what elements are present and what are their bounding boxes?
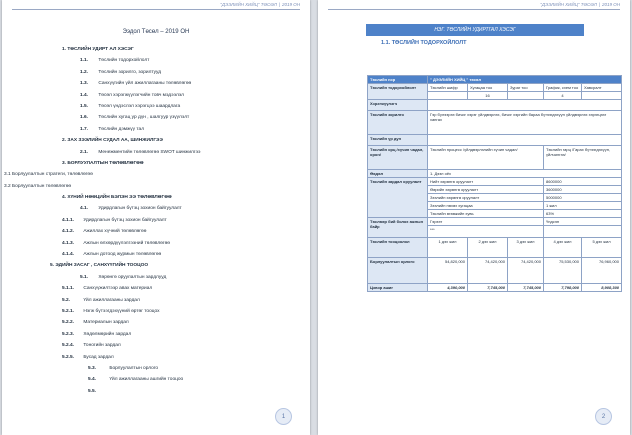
document-page-1 [2, 0, 310, 435]
toc-entry-number: 1.6. [80, 115, 89, 121]
scope-value: Төслийн процесс /үйлдвэрлэлийн хүчин чадал/ [428, 146, 544, 170]
page-header: "ДЭЭЛИЙН ХИЙЦ" ТӨСӨЛ | 2019 ОН [220, 2, 300, 7]
toc-entry[interactable] [2, 55, 310, 66]
investment-value: 1 жил [544, 202, 622, 210]
toc-entry-text: Хөдөлмөрийн зардал [83, 331, 132, 337]
table-row [368, 238, 622, 258]
toc-entry-text: ТӨСЛИЙН УДИРТ АЛ ХЭСЭГ [67, 47, 134, 52]
investment-value: 3600000 [544, 186, 622, 194]
toc-entry-text: Удирдлагын бүтэц зохион байгуулалт [98, 206, 182, 212]
toc-entry-number: 1. [62, 47, 67, 52]
revenue-cell: 74,420,000 [468, 258, 508, 284]
id-header: Төслийн шифр [428, 84, 468, 92]
toc-entry[interactable] [2, 181, 310, 192]
toc-entry-text: Ажлын өлхөрдүүлэлгээний төлөвлөгөө [83, 240, 170, 246]
id-value: 16 [468, 92, 508, 100]
header-left: "ДЭЭЛИЙН ХИЙЦ" ТӨСӨЛ [540, 2, 597, 7]
toc-entry[interactable] [2, 283, 310, 294]
toc-entry[interactable] [2, 374, 310, 385]
investment-value: 8600000 [544, 178, 622, 186]
toc-entry-number: 5.2.4. [62, 343, 75, 349]
toc-entry[interactable] [2, 147, 310, 158]
table-row [368, 135, 622, 146]
toc-entry-text: Ажиллах хүчний төлөвлөгөө [83, 229, 147, 235]
toc-entry-number: 1.4. [80, 92, 89, 98]
revenue-cell: 74,420,000 [508, 258, 544, 284]
toc-entry[interactable] [2, 226, 310, 237]
toc-entry[interactable] [2, 249, 310, 260]
project-name-label: Төслийн нэр [368, 76, 428, 84]
toc-entry-number: 5.2. [62, 297, 71, 303]
calc-label: Төслийн тооцоолол [368, 238, 428, 258]
header-rule [12, 9, 300, 10]
investment-value: 63% [544, 210, 622, 218]
toc-entry-text: Төслийн тодорхойлолт [98, 58, 150, 64]
toc-entry[interactable] [2, 78, 310, 89]
toc-entry-number: 5.2.5. [62, 354, 75, 360]
toc-entry-text: Тоногийн зардал [83, 343, 121, 349]
table-row [368, 111, 622, 135]
table-row [368, 76, 622, 84]
toc-entry-number: 2.1. [80, 149, 89, 155]
id-value: 4 [544, 92, 582, 100]
profit-label: Цэвэр ашиг [368, 284, 428, 292]
id-header: Хугацаа тоо [468, 84, 508, 92]
investment-name: Өөрийн хөрөнгө оруулалт [428, 186, 544, 194]
document-title: Ээдол Төсөл – 2019 ОН [122, 29, 190, 35]
toc-entry-number: 1.2. [80, 69, 89, 75]
toc-entry[interactable] [2, 101, 310, 112]
toc-entry[interactable] [2, 238, 310, 249]
jobs-type: Үндсэн [544, 218, 622, 226]
toc-entry-text: 3.2 Борлуулалтын төлөвлөгөө [4, 183, 72, 189]
toc-entry-text: Хөрөнгө оруулалтын зардлууд [98, 274, 167, 280]
toc-entry-number: 4.1. [80, 206, 89, 212]
section-title: 1.1. ТӨСЛИЙН ТОДОРХОЙЛОЛТ [381, 40, 467, 46]
header-right: 2019 ОН [281, 2, 300, 7]
id-header: График, схем тоо [544, 84, 582, 92]
page-number-badge: 1 [275, 408, 292, 425]
year-header: 3 дэх жил [508, 238, 544, 258]
toc-entry-text: Санхүүгийн үйл ажиллагааны төлөвлөгөө [98, 81, 192, 87]
toc-entry-text: Менежментийн төлөвлөгөө SWOT шинжилгээ [98, 149, 201, 155]
toc-entry-number: 5.5. [88, 388, 97, 394]
table-row [368, 170, 622, 178]
toc-entry-number: 4.1.4. [62, 252, 75, 258]
toc-entry-number: 5.4. [88, 377, 97, 383]
toc-entry-text: Төслийн хугац ур дүн , шалгуур үзүүлэлт [98, 115, 190, 121]
revenue-cell: 54,820,000 [428, 258, 468, 284]
toc-entry-number: 1.5. [80, 103, 89, 109]
position-value: 1. Дээл оёх [428, 170, 622, 178]
profit-cell: 7,745,000 [508, 284, 544, 292]
jobs-value: *** [428, 226, 544, 238]
investment-name: Нийт хөрөнгө оруулалт [428, 178, 544, 186]
toc-entry-number: 1.1. [80, 58, 89, 64]
toc-entry-text: 3.1 Борлуулалтын стратеги, төлөвлөгөө [4, 172, 93, 178]
toc-entry-text: Нэгж бүтээгдэхүүний өртөг тооцох [83, 308, 160, 314]
year-header: 5 дэх жил [582, 238, 622, 258]
toc-entry-text: Төслийн зорилго, зорилтууд [98, 69, 162, 75]
toc-entry-text: Удирдлагын бүтэц зохион байгуулалт [83, 217, 167, 223]
toc-entry-text: Ажлын дотоод журмын төлөвлөгөө [83, 252, 162, 258]
toc-entry[interactable] [2, 386, 310, 397]
toc-entry-text: ЗАХ ЗЭЭЛИЙН СУДАЛ АА, ШИНЖИЛГЭЭ [67, 138, 163, 144]
year-header: 1 дэх жил [428, 238, 468, 258]
id-value [508, 92, 544, 100]
project-info-table [367, 75, 622, 292]
project-name-value: " ДЭЭЛИЙН ХИЙЦ " төсөл [428, 76, 622, 84]
toc-entry[interactable] [2, 124, 310, 135]
toc-entry-number: 4. [62, 195, 67, 201]
table-row [368, 100, 622, 111]
jobs-label: Төслөөр бий болох ажлын байр [368, 218, 428, 238]
investment-name: Төслийн өгөөжийн хувь [428, 210, 544, 218]
table-of-contents [2, 44, 310, 397]
scope-label: Төслийн орц /хүчин чадал, орон/ [368, 146, 428, 170]
toc-entry-number: 2. [62, 138, 67, 144]
investment-name: Зээлийн нөхөх хугацаа [428, 202, 544, 210]
toc-entry-number: 1.7. [80, 126, 89, 132]
profit-cell: 7,798,000 [544, 284, 582, 292]
toc-entry[interactable] [2, 329, 310, 340]
toc-entry-number: 1.3. [80, 81, 89, 87]
investment-label: Төслийн зардал оруулалт [368, 178, 428, 218]
revenue-label: Борлуулалтын орлого [368, 258, 428, 284]
toc-entry-number: 5.3. [88, 365, 97, 371]
year-header: 4 дэх жил [544, 238, 582, 258]
table-row [368, 178, 622, 186]
toc-entry[interactable] [2, 203, 310, 214]
toc-entry-text: ЭДИЙН ЗАСАГ , САНХҮҮГИЙН ТООЦОО [55, 263, 149, 269]
goal-label: Төслийн зорилго [368, 111, 428, 135]
toc-entry[interactable] [2, 158, 310, 169]
toc-entry-text: Төсөл хэрэгжүүлэгчийн товч мэдээлэл [98, 92, 184, 98]
profit-cell: 4,390,000 [428, 284, 468, 292]
profit-cell: 7,745,000 [468, 284, 508, 292]
table-row [368, 284, 622, 292]
toc-entry[interactable] [2, 135, 310, 146]
id-header: Хавсралт [582, 84, 622, 92]
header-right: 2019 ОН [601, 2, 620, 7]
implementer-label: Хэрэгжүүлэгч [368, 100, 428, 111]
header-rule [328, 9, 620, 10]
position-label: Өөдөл [368, 170, 428, 178]
toc-entry[interactable] [2, 363, 310, 374]
id-value [582, 92, 622, 100]
toc-entry[interactable] [2, 215, 310, 226]
toc-entry[interactable] [2, 317, 310, 328]
scope-output: Төслийн гарц /Гарах бүтээгдэхүүн, үйлчилгээ/ [544, 146, 622, 170]
toc-entry-text: БОРЛУУЛАЛТЫН ТӨЛӨВЛӨГӨӨ [67, 160, 144, 166]
toc-entry[interactable] [2, 112, 310, 123]
header-left: "ДЭЭЛИЙН ХИЙЦ" ТӨСӨЛ [220, 2, 277, 7]
toc-entry-text: Санхүүжилтээр авах материал [83, 286, 153, 292]
investment-value: 5000000 [544, 194, 622, 202]
toc-entry[interactable] [2, 272, 310, 283]
toc-entry-text: ХҮНИЙ НӨӨЦИЙН БЭЛЭН ЭЭ ТӨЛӨВЛӨГӨӨ [67, 195, 172, 201]
toc-entry-number: 5.2.3. [62, 331, 75, 337]
id-value [428, 92, 468, 100]
year-header: 2 дэх жил [468, 238, 508, 258]
toc-entry-number: 4.1.2. [62, 229, 75, 235]
toc-entry-number: 5. [50, 263, 55, 269]
toc-entry-number: 5.2.1. [62, 308, 75, 314]
document-page-2 [318, 0, 630, 435]
toc-entry-text: Борлуулалтын орлого [109, 365, 159, 371]
revenue-cell: 75,530,000 [544, 258, 582, 284]
toc-entry[interactable] [2, 306, 310, 317]
toc-entry[interactable] [2, 260, 310, 271]
toc-entry-number: 5.1. [80, 274, 89, 280]
result-label: Төслийн үр дүн [368, 135, 428, 146]
toc-entry-text: Төсөл үндэслэл хэрэгцээ шаардлага [98, 103, 181, 109]
toc-entry[interactable] [2, 67, 310, 78]
id-header: Зураг тоо [508, 84, 544, 92]
toc-entry[interactable] [2, 44, 310, 55]
toc-entry-text: Төслийн дэмжүү тал [98, 126, 145, 132]
toc-entry[interactable] [2, 169, 310, 180]
table-row [368, 258, 622, 284]
toc-entry-number: 3. [62, 160, 67, 166]
toc-entry-number: 4.1.3. [62, 240, 75, 246]
chapter-banner: НЭГ. ТӨСЛИЙН УДИРТГАЛ ХЭСЭГ [366, 24, 584, 36]
toc-entry-number: 5.1.1. [62, 286, 75, 292]
goal-value: Гэр бүлээрээ бичиг хэрэг үйлдвэрлэх, бичиг хэргийн бараа бүтээгдэхүүн үйлдвэрлэх хэрэгцээг хангах [428, 111, 622, 135]
table-row [368, 218, 622, 226]
toc-entry[interactable] [2, 90, 310, 101]
toc-entry-text: Үйл ажиллагааны зардал [83, 297, 140, 303]
toc-entry[interactable] [2, 352, 310, 363]
toc-entry[interactable] [2, 192, 310, 203]
table-row [368, 84, 622, 92]
page-header: "ДЭЭЛИЙН ХИЙЦ" ТӨСӨЛ | 2019 ОН [540, 2, 620, 7]
toc-entry[interactable] [2, 340, 310, 351]
toc-entry[interactable] [2, 295, 310, 306]
table-row [368, 146, 622, 170]
investment-name: Зээлийн хөрөнгө оруулалт [428, 194, 544, 202]
toc-entry-number: 5.2.2. [62, 320, 75, 326]
toc-entry-text: Үйл ажиллагааны ашгийн тооцоо [109, 377, 184, 383]
revenue-cell: 76,960,000 [582, 258, 622, 284]
jobs-type: Гэрээт [428, 218, 544, 226]
toc-entry-number: 4.1.1. [62, 217, 75, 223]
toc-entry-text: Бусад зардал [83, 354, 114, 360]
page-number-badge: 2 [595, 408, 612, 425]
toc-entry-text: Материалын зардал [83, 320, 129, 326]
id-label: Төслийн тодорхойлолт [368, 84, 428, 100]
profit-cell: 8,908,300 [582, 284, 622, 292]
